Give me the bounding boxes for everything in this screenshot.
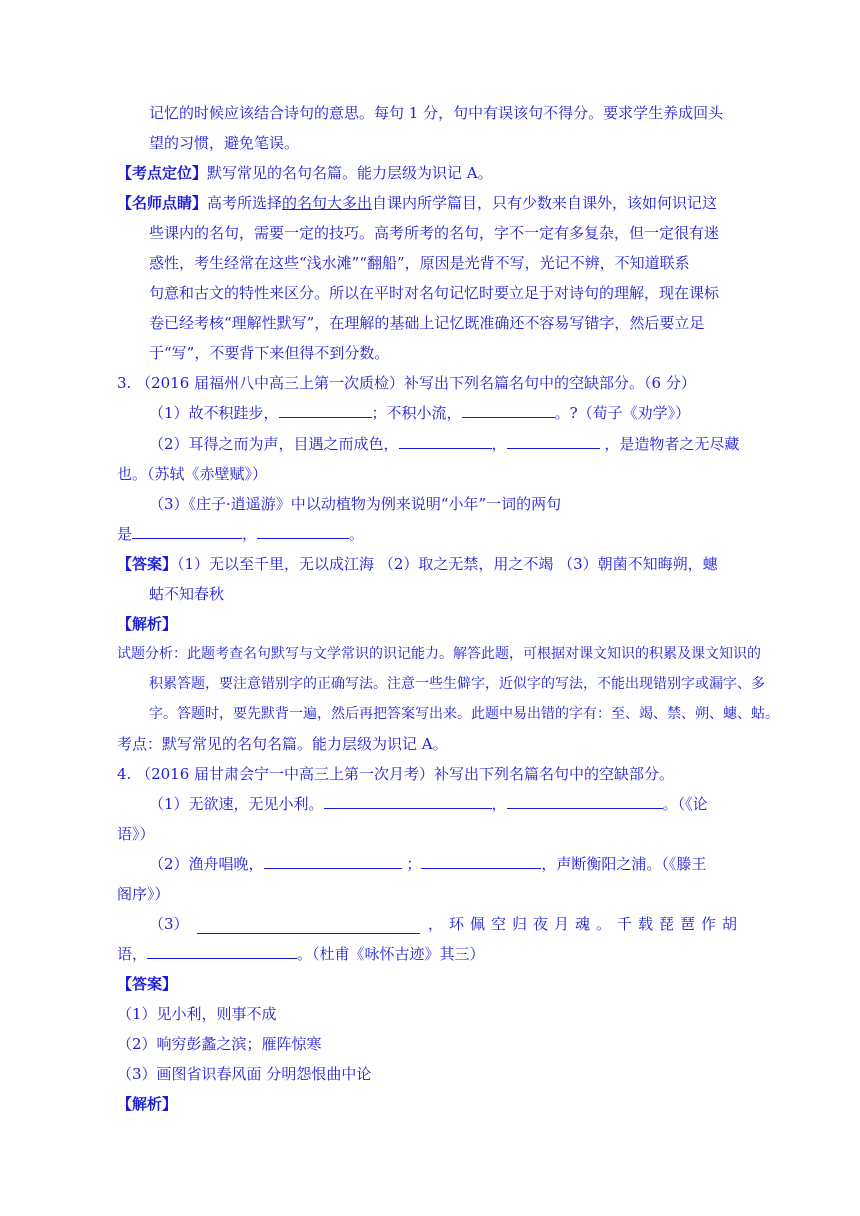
text: 。?（荀子《劝学》） [554,404,691,422]
text: （2）耳得之而为声，目遇之而成色， [149,435,399,453]
text: 。 [349,525,365,543]
q3-analysis-label: 【解析】 [117,615,178,633]
section-label: 【答案】 [117,555,178,573]
text: 。（杜甫《咏怀古迹》其三） [297,945,485,963]
q3-analysis-line: 字。答题时，要先默背一遍，然后再把答案写出来。此题中易出错的字有：至、竭、禁、朔、蟪、蛄。 [149,706,779,722]
blank-line [264,854,402,869]
section-text: 自课内所学篇目，只有少数来自课外，该如何识记这 [372,194,718,212]
blank-line [399,434,492,449]
q3-analysis-line: 积累答题，要注意错别字的正确写法。注意一些生僻字，近似字的写法，不能出现错别字或漏字、多 [149,676,765,692]
paragraph-line: 望的习惯，避免笔误。 [149,134,300,152]
q3-sentence-3: （3）《庄子·逍遥游》中以动植物为例来说明“小年”一词的两句 [149,495,562,513]
text: ， [491,435,507,453]
q3-sentence-3-cont [117,524,364,544]
text: 语， [117,945,148,963]
blank-line [324,794,492,809]
text: （1）故不积跬步， [149,404,279,422]
text: （3） [149,915,189,933]
text: （1）无欲速，无见小利。 [149,795,324,813]
section-label: 【考点定位】 [117,164,208,182]
text: 是 [117,525,133,543]
question-4-title: 4. （2016 届甘肃会宁一中高三上第一次月考）补写出下列名篇名句中的空缺部分。 [117,765,675,783]
q3-sentence-1 [149,403,690,423]
mingshi-dianjing-line [117,193,717,213]
blank-line [197,919,420,934]
underlined-text: 的名句大多出 [282,194,373,212]
text: ，环佩空归夜月魂。千载琵琶作胡 [427,915,743,933]
blank-line [257,524,349,539]
kaodian-dingwei [117,163,493,183]
section-text: 默写常见的名句名篇。能力层级为识记 A。 [207,164,493,182]
answer-text: （1）无以至千里，无以成江海 （2）取之无禁，用之不竭 （3）朝菌不知晦朔，蟪 [177,555,718,573]
text: ，声断衡阳之浦。（《滕王 [541,855,707,873]
blank-line [507,434,600,449]
q4-answer-label: 【答案】 [117,975,178,993]
text: ，是造物者之无尽藏 [599,435,740,453]
q4-sentence-2 [149,854,706,874]
q3-answer-cont: 蛄不知春秋 [149,585,225,603]
text: 。（《论 [662,795,708,813]
section-label: 【名师点睛】 [117,194,208,212]
q4-answer-line: （1）见小利，则事不成 [117,1005,277,1023]
q3-analysis-line: 试题分析：此题考查名句默写与文学常识的识记能力。解答此题，可根据对课文知识的积累及课文知识的 [117,646,761,662]
text: （2）渔舟唱晚， [149,855,264,873]
q4-sentence-3-cont [117,944,485,964]
paragraph-line: 于“写”，不要背下来但得不到分数。 [149,344,390,362]
q4-sentence-1-cont: 语》） [117,825,155,843]
paragraph-line: 惑性，考生经常在这些“浅水滩”“翻船”，原因是光背不写，光记不辨，不知道联系 [149,254,690,272]
q3-sentence-2-cont: 也。（苏轼《赤壁赋》） [117,465,268,483]
q4-answer-line: （3）画图省识春风面 分明怨恨曲中论 [117,1065,372,1083]
q3-kaodian: 考点：默写常见的名句名篇。能力层级为识记 A。 [117,735,448,753]
q4-sentence-3 [149,914,743,934]
text: ；不积小流， [371,404,462,422]
blank-line [279,403,372,418]
q3-answer [117,554,718,574]
q4-answer-line: （2）响穷彭蠡之滨；雁阵惊寒 [117,1035,322,1053]
q3-sentence-2 [149,434,739,454]
blank-line [462,403,555,418]
blank-line [147,944,297,959]
question-3-title: 3. （2016 届福州八中高三上第一次质检）补写出下列名篇名句中的空缺部分。（6 分） [117,374,696,392]
text: ； [401,855,422,873]
paragraph-line: 些课内的名句，需要一定的技巧。高考所考的名句，字不一定有多复杂，但一定很有迷 [149,224,720,242]
text: ， [242,525,258,543]
blank-line [421,854,541,869]
paragraph-line: 记忆的时候应该结合诗句的意思。每句 1 分，句中有误该句不得分。要求学生养成回头 [149,104,724,122]
blank-line [132,524,242,539]
q4-sentence-2-cont: 阁序》） [117,885,170,903]
blank-line [507,794,663,809]
text: ， [491,795,507,813]
paragraph-line: 卷已经考核“理解性默写”，在理解的基础上记忆既准确还不容易写错字，然后要立足 [149,314,705,332]
q4-analysis-label: 【解析】 [117,1095,178,1113]
paragraph-line: 句意和古文的特性来区分。所以在平时对名句记忆时要立足于对诗句的理解，现在课标 [149,284,720,302]
q4-sentence-1 [149,794,708,814]
section-text: 高考所选择 [207,194,283,212]
